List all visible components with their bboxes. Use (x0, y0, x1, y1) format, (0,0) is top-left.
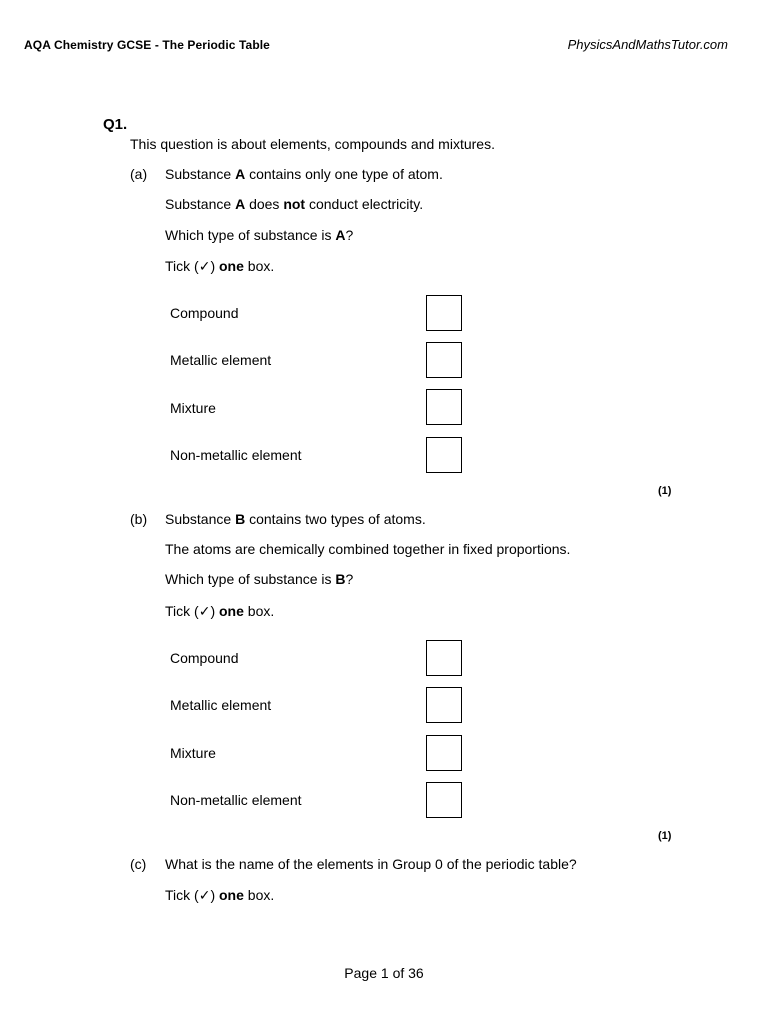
part-b-option-label: Compound (170, 650, 239, 666)
part-b-line1: Substance B contains two types of atoms. (165, 511, 426, 527)
part-b-checkbox-mixture[interactable] (426, 735, 462, 771)
part-a-option-label: Metallic element (170, 352, 272, 368)
part-b-marks: (1) (658, 830, 672, 842)
question-intro: This question is about elements, compounds and mixtures. (130, 136, 495, 152)
part-a-line3: Which type of substance is A? (165, 227, 354, 243)
document-title: AQA Chemistry GCSE - The Periodic Table (24, 38, 270, 52)
part-a-option-label: Compound (170, 305, 239, 321)
part-b-checkbox-compound[interactable] (426, 640, 462, 676)
part-c-tick-instruction: Tick (✓) one box. (165, 887, 275, 903)
part-a-checkbox-metallic-element[interactable] (426, 342, 462, 378)
part-a-tick-instruction: Tick (✓) one box. (165, 258, 275, 274)
part-b-line2: The atoms are chemically combined together in fixed proportions. (165, 541, 571, 557)
part-a-checkbox-non-metallic-element[interactable] (426, 437, 462, 473)
part-b-label: (b) (130, 511, 148, 527)
part-a-checkbox-mixture[interactable] (426, 389, 462, 425)
site-name: PhysicsAndMathsTutor.com (567, 37, 728, 52)
part-c-line1: What is the name of the elements in Group 0 of the periodic table? (165, 856, 577, 872)
part-b-option-label: Non-metallic element (170, 792, 302, 808)
part-b-option-label: Metallic element (170, 697, 272, 713)
part-b-checkbox-non-metallic-element[interactable] (426, 782, 462, 818)
part-a-marks: (1) (658, 485, 672, 497)
tick-icon: ✓ (198, 603, 211, 619)
part-b-checkbox-metallic-element[interactable] (426, 687, 462, 723)
part-a-line1: Substance A contains only one type of atom. (165, 166, 443, 182)
part-a-label: (a) (130, 166, 148, 182)
tick-icon: ✓ (198, 258, 211, 274)
part-b-tick-instruction: Tick (✓) one box. (165, 603, 275, 619)
tick-icon: ✓ (198, 887, 211, 903)
part-b-option-label: Mixture (170, 745, 216, 761)
part-a-line2: Substance A does not conduct electricity. (165, 196, 424, 212)
part-c-label: (c) (130, 856, 147, 872)
part-b-line3: Which type of substance is B? (165, 571, 354, 587)
question-number: Q1. (103, 116, 128, 133)
part-a-option-label: Non-metallic element (170, 447, 302, 463)
part-a-option-label: Mixture (170, 400, 216, 416)
page-number: Page 1 of 36 (344, 965, 424, 981)
part-a-checkbox-compound[interactable] (426, 295, 462, 331)
